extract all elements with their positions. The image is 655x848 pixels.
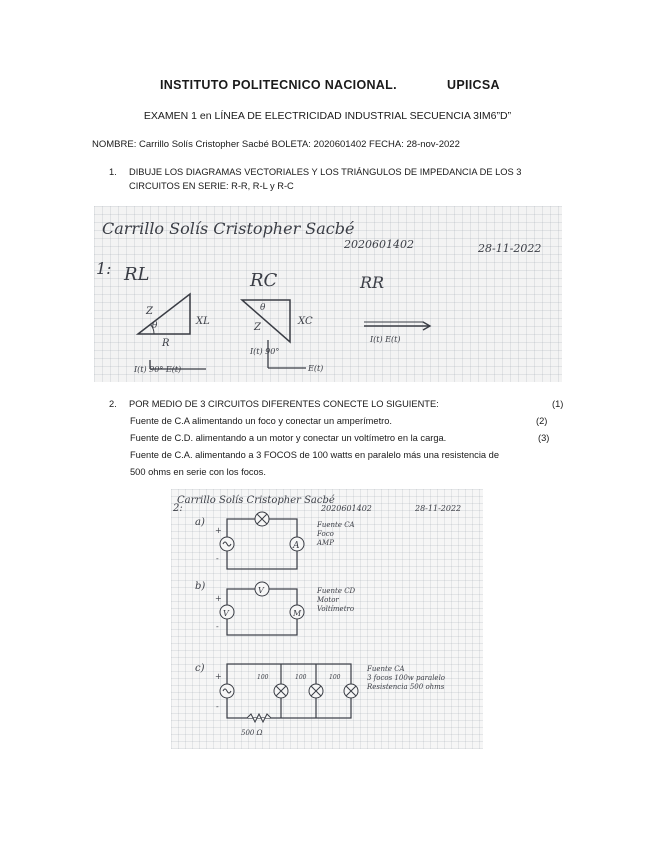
circuit-c-label: c) bbox=[195, 663, 205, 674]
circuit-a-plus: + bbox=[215, 526, 222, 535]
photo1-id: 2020601402 bbox=[344, 238, 414, 251]
motor-letter: M bbox=[293, 609, 302, 618]
handwritten-diagrams-1 bbox=[94, 206, 562, 382]
rl-label: RL bbox=[124, 264, 150, 285]
circuit-b-plus: + bbox=[215, 594, 222, 603]
rc-xc-label: XC bbox=[298, 316, 313, 327]
question-2-points: (1) bbox=[552, 399, 564, 409]
circuit-a-label: a) bbox=[195, 517, 205, 528]
circuit-a-note-3: AMP bbox=[317, 539, 334, 547]
circuit-a-note-2: Foco bbox=[317, 530, 334, 538]
circuit-a-note-1: Fuente CA bbox=[317, 521, 355, 529]
circuit-a-minus: - bbox=[216, 554, 219, 563]
ammeter-letter: A bbox=[293, 541, 300, 551]
question-2-item: Fuente de C.D. alimentando a un motor y conectar un voltímetro en la carga. bbox=[130, 433, 447, 443]
rc-theta: θ bbox=[260, 303, 266, 313]
bulb-watts-label: 100 bbox=[257, 674, 269, 681]
rr-label: RR bbox=[360, 273, 385, 292]
rl-xl-label: XL bbox=[196, 316, 210, 327]
circuit-b-note-1: Fuente CD bbox=[317, 587, 356, 595]
question-2-text: POR MEDIO DE 3 CIRCUITOS DIFERENTES CONECTE LO SIGUIENTE: bbox=[129, 399, 439, 409]
circuit-c-note-1: Fuente CA bbox=[367, 665, 405, 673]
photo2-name: Carrillo Solís Cristopher Sacbé bbox=[177, 495, 335, 506]
handwritten-photo-1 bbox=[94, 206, 562, 382]
question-1-text: DIBUJE LOS DIAGRAMAS VECTORIALES Y LOS TRIÁNGULOS DE IMPEDANCIA DE LOS 3 CIRCUITOS EN SERIE: R-R, R-L y R-C bbox=[129, 167, 522, 191]
photo2-id: 2020601402 bbox=[321, 504, 372, 513]
rl-r-label: R bbox=[162, 338, 170, 349]
handwritten-photo-2 bbox=[171, 489, 483, 749]
rc-vector-label: I(t) 90° bbox=[250, 347, 280, 356]
bulb-watts-label: 100 bbox=[329, 674, 341, 681]
question-2-item-points: (3) bbox=[538, 433, 550, 443]
question-2-item: Fuente de C.A. alimentando a 3 FOCOS de 100 watts en paralelo más una resistencia de bbox=[130, 450, 499, 460]
rc-z-label: Z bbox=[254, 322, 261, 333]
photo2-date: 28-11-2022 bbox=[415, 504, 462, 513]
circuit-c-resistor bbox=[247, 714, 271, 722]
photo1-name: Carrillo Solís Cristopher Sacbé bbox=[102, 219, 355, 238]
voltmeter-letter: V bbox=[258, 586, 264, 595]
rr-vector-label: I(t) E(t) bbox=[370, 335, 401, 344]
school-name: UPIICSA bbox=[447, 78, 500, 92]
rl-z-label: Z bbox=[146, 306, 153, 317]
circuit-c-minus: - bbox=[216, 702, 219, 711]
rc-impedance-triangle bbox=[242, 300, 290, 342]
question-2-number: 2. bbox=[109, 399, 117, 409]
circuit-b-note-3: Voltímetro bbox=[317, 605, 355, 613]
question-2-item-points: (2) bbox=[536, 416, 548, 426]
rl-theta: θ bbox=[152, 321, 158, 331]
resistor-label: 500 Ω bbox=[241, 729, 263, 737]
circuit-b-label: b) bbox=[195, 581, 206, 592]
rl-vector-label: I(t) 90° E(t) bbox=[134, 365, 182, 374]
voltmeter-letter-source: V bbox=[223, 609, 229, 618]
circuit-c-plus: + bbox=[215, 672, 222, 681]
bulb-watts-label: 100 bbox=[295, 674, 307, 681]
question-1-number: 1. bbox=[109, 167, 117, 177]
exam-title: EXAMEN 1 en LÍNEA DE ELECTRICIDAD INDUSTRIAL SECUENCIA 3IM6”D” bbox=[143, 110, 512, 122]
institute-name: INSTITUTO POLITECNICO NACIONAL. bbox=[160, 78, 397, 92]
circuit-c-wires bbox=[227, 664, 351, 718]
circuit-c-note-2: 3 focos 100w paralelo bbox=[367, 674, 446, 682]
handwritten-circuits bbox=[171, 489, 483, 749]
rc-vector-e-label: E(t) bbox=[308, 364, 324, 373]
question-2-item: 500 ohms en serie con los focos. bbox=[130, 467, 266, 477]
circuit-b-minus: - bbox=[216, 622, 219, 631]
photo1-date: 28-11-2022 bbox=[478, 242, 542, 255]
question-2-item: Fuente de C.A alimentando un foco y conectar un amperímetro. bbox=[130, 416, 393, 426]
photo1-index: 1: bbox=[96, 259, 112, 278]
student-meta: NOMBRE: Carrillo Solís Cristopher Sacbé BOLETA: 2020601402 FECHA: 28-nov-2022 bbox=[92, 139, 460, 150]
rc-label: RC bbox=[250, 270, 278, 291]
photo2-index: 2: bbox=[173, 503, 183, 514]
circuit-c-note-3: Resistencia 500 ohms bbox=[367, 683, 445, 691]
circuit-b-note-2: Motor bbox=[317, 596, 339, 604]
